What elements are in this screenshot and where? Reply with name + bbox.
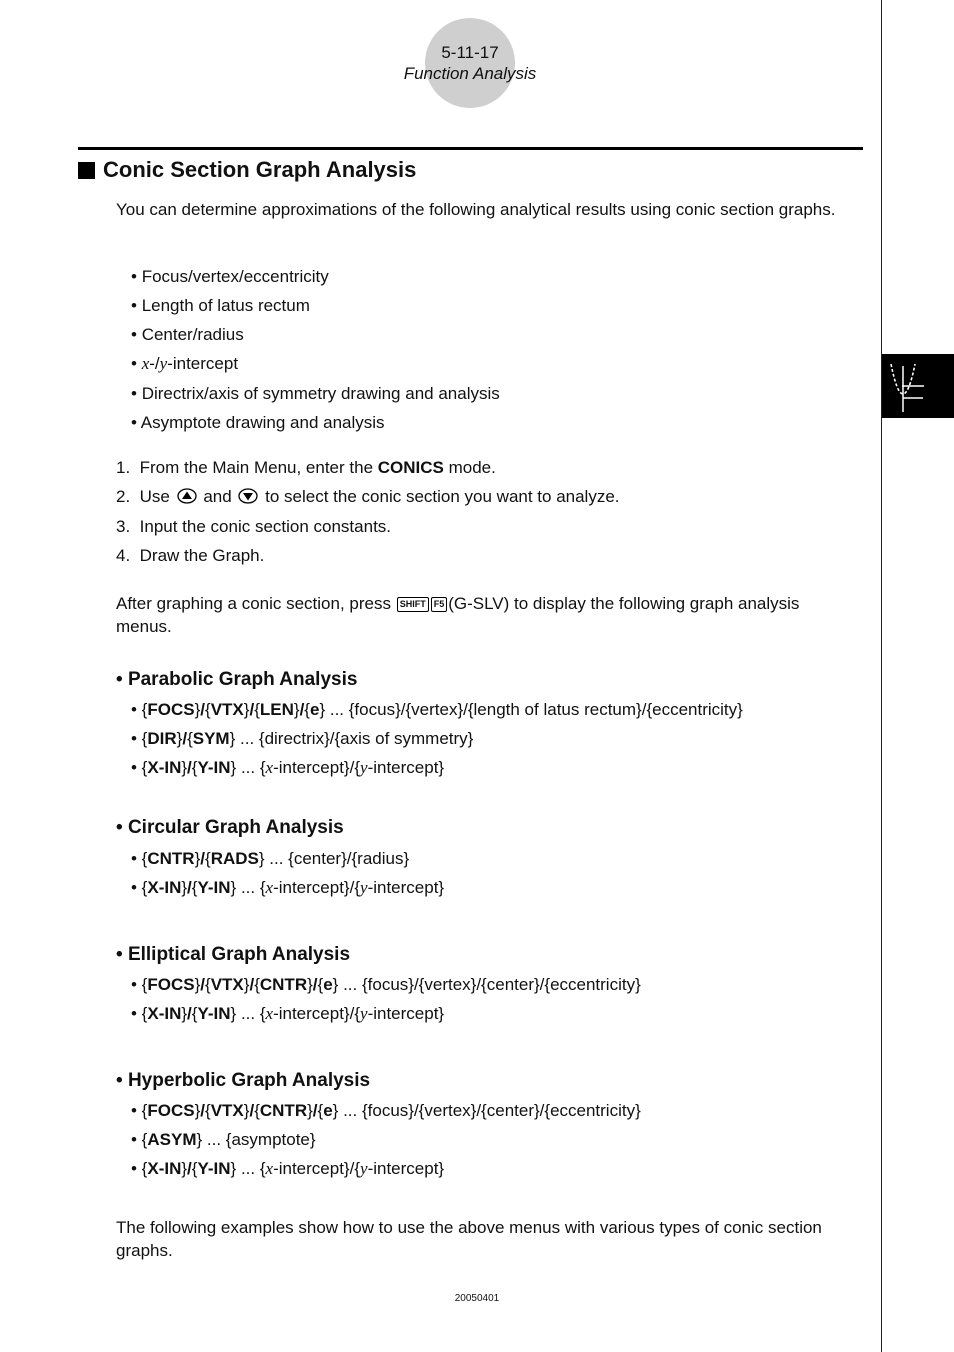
f5-key-icon: F5 bbox=[431, 597, 448, 612]
elliptical-heading: • Elliptical Graph Analysis bbox=[116, 944, 351, 965]
title-rule bbox=[78, 147, 863, 150]
hyperbolic-heading: • Hyperbolic Graph Analysis bbox=[116, 1070, 371, 1091]
list-item: • Length of latus rectum bbox=[131, 296, 310, 315]
conic-graph-icon bbox=[882, 354, 954, 418]
list-item: • {FOCS}/{VTX}/{CNTR}/{e} ... {focus}/{vertex}/{center}/{eccentricity} bbox=[131, 975, 641, 994]
step-4: 4. Draw the Graph. bbox=[116, 546, 265, 565]
closing-paragraph: The following examples show how to use the above menus with various types of conic section graphs. bbox=[116, 1218, 822, 1260]
section-name: Function Analysis bbox=[403, 64, 537, 83]
intro-paragraph: You can determine approximations of the following analytical results using conic section graphs. bbox=[116, 200, 836, 219]
footer-code: 20050401 bbox=[454, 1293, 500, 1304]
chapter-tab bbox=[882, 354, 954, 418]
square-bullet-icon bbox=[78, 162, 95, 179]
list-item: • Focus/vertex/eccentricity bbox=[131, 267, 329, 286]
list-item: • {X-IN}/{Y-IN} ... {x-intercept}/{y-intercept} bbox=[131, 1004, 445, 1023]
list-item: • {X-IN}/{Y-IN} ... {x-intercept}/{y-intercept} bbox=[131, 878, 445, 897]
page-title: Conic Section Graph Analysis bbox=[78, 157, 416, 183]
step-2: 2. Use and to select the conic section you want to analyze. bbox=[116, 487, 620, 506]
after-graphing-paragraph: After graphing a conic section, press SHIFT F5 (G-SLV) to display the following graph analysis menus. bbox=[116, 594, 800, 636]
list-item: • Directrix/axis of symmetry drawing and analysis bbox=[131, 384, 500, 403]
up-arrow-key-icon bbox=[177, 488, 197, 504]
list-item: • {FOCS}/{VTX}/{CNTR}/{e} ... {focus}/{vertex}/{center}/{eccentricity} bbox=[131, 1101, 641, 1120]
step-1: 1. From the Main Menu, enter the CONICS mode. bbox=[116, 458, 496, 477]
list-item: • {FOCS}/{VTX}/{LEN}/{e} ... {focus}/{vertex}/{length of latus rectum}/{eccentricity} bbox=[131, 700, 743, 719]
list-item: • {ASYM} ... {asymptote} bbox=[131, 1130, 316, 1149]
step-3: 3. Input the conic section constants. bbox=[116, 517, 392, 536]
list-item: • {CNTR}/{RADS} ... {center}/{radius} bbox=[131, 849, 410, 868]
down-arrow-key-icon bbox=[238, 488, 258, 504]
list-item: • Center/radius bbox=[131, 325, 244, 344]
margin-rule bbox=[881, 0, 882, 1352]
parabolic-heading: • Parabolic Graph Analysis bbox=[116, 669, 358, 690]
shift-key-icon: SHIFT bbox=[397, 597, 429, 612]
page-number: 5-11-17 bbox=[441, 43, 499, 62]
list-item: • {X-IN}/{Y-IN} ... {x-intercept}/{y-intercept} bbox=[131, 1159, 445, 1178]
list-item: • Asymptote drawing and analysis bbox=[131, 413, 385, 432]
list-item: • x-/y-intercept bbox=[131, 354, 239, 373]
list-item: • {X-IN}/{Y-IN} ... {x-intercept}/{y-intercept} bbox=[131, 758, 445, 777]
circular-heading: • Circular Graph Analysis bbox=[116, 817, 344, 838]
list-item: • {DIR}/{SYM} ... {directrix}/{axis of symmetry} bbox=[131, 729, 474, 748]
